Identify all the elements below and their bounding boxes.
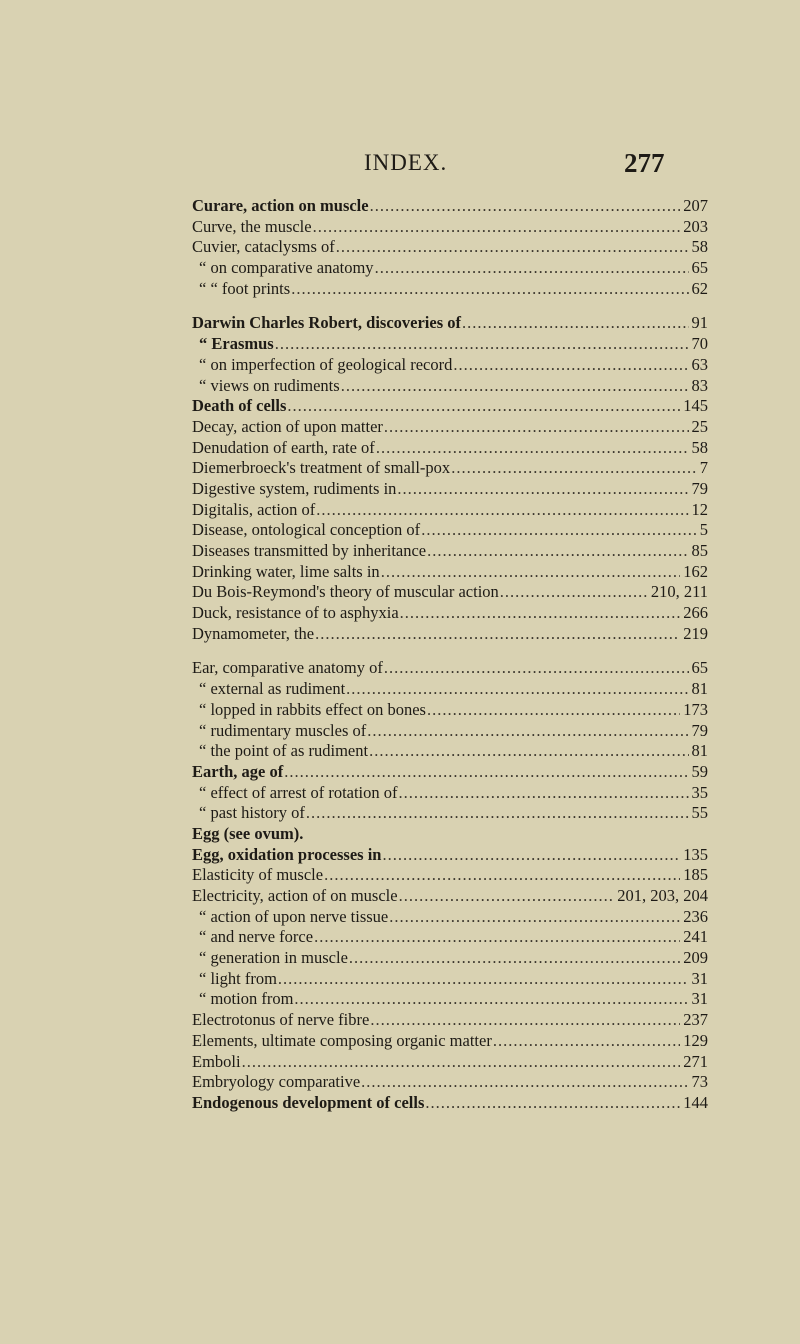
entry-text: “ on comparative anatomy [199,258,374,278]
entry-text: “ external as rudiment [199,679,346,699]
index-entry [192,1010,708,1031]
dot-leader [400,603,681,624]
dot-leader [493,1031,680,1052]
dot-leader [313,217,681,238]
entry-page: 59 [691,761,708,781]
entry-text: Digestive system, rudiments in [192,478,397,498]
entry-text: Death of cells [192,396,287,416]
index-entry [192,217,708,238]
entry-text: “ on imperfection of geological record [199,354,453,374]
dot-leader [278,969,689,990]
entry-page: 55 [691,803,708,823]
entry-text: Curare, action on muscle [192,196,369,215]
entry-text: Decay, action of upon matter [192,416,383,436]
entry-text: Duck, resistance of to asphyxia [192,603,399,623]
index-entry [192,865,708,886]
entry-text: Disease, ontological conception of [192,520,421,540]
dot-leader [399,783,689,804]
dot-leader [291,279,688,300]
entry-page: 35 [691,782,708,802]
entry-text: Diemerbroeck's treatment of small-pox [192,458,451,478]
entry-page: 70 [691,334,708,354]
index-entry [192,334,708,355]
entry-text: Elements, ultimate composing organic matter [192,1030,492,1050]
dot-leader [384,658,689,679]
entry-page: 91 [691,313,708,333]
entry-text: Du Bois-Reymond's theory of muscular action [192,582,499,602]
entry-text: Ear, comparative anatomy of [192,658,383,678]
dot-leader [421,520,697,541]
index-entry [192,1031,708,1052]
entry-text: Digitalis, action of [192,499,316,519]
dot-leader [316,500,688,521]
entry-text: Earth, age of [192,761,284,781]
dot-leader [375,258,689,279]
dot-leader [294,989,688,1010]
index-list [192,196,708,1114]
index-entry [192,700,708,721]
page-header [0,146,800,182]
entry-page: 73 [691,1072,708,1092]
entry-text: “ “ foot prints [199,278,291,298]
entry-text: “ effect of arrest of rotation of [199,782,398,802]
entry-text: Emboli [192,1051,241,1071]
dot-leader [376,438,689,459]
index-entry [192,741,708,762]
entry-text: Egg, oxidation processes in [192,844,382,864]
entry-text: Drinking water, lime salts in [192,561,380,581]
dot-leader [384,417,689,438]
dot-leader [361,1072,688,1093]
index-entry [192,237,708,258]
entry-page: 236 [683,906,708,926]
index-entry [192,679,708,700]
index-entry [192,948,708,969]
entry-text: “ lopped in rabbits effect on bones [199,699,426,719]
entry-page: 62 [691,278,708,298]
index-entry [192,989,708,1010]
dot-leader [306,803,689,824]
dot-leader [369,741,688,762]
dot-leader [370,196,681,217]
dot-leader [314,927,680,948]
dot-leader [427,541,688,562]
index-entry [192,500,708,521]
index-group [192,658,708,1113]
entry-page: 129 [683,1030,708,1050]
index-group [192,196,708,299]
entry-page: 65 [691,658,708,678]
entry-text: Darwin Charles Robert, discoveries of [192,313,461,333]
entry-page: 65 [691,258,708,278]
entry-page: 237 [683,1010,708,1030]
dot-leader [275,334,689,355]
entry-text: “ and nerve force [199,927,314,947]
index-entry [192,927,708,948]
entry-page: 83 [691,375,708,395]
index-entry [192,907,708,928]
entry-page: 219 [683,623,708,643]
dot-leader [389,907,680,928]
index-entry [192,417,708,438]
index-entry [192,624,708,645]
dot-leader [370,1010,680,1031]
entry-page: 25 [691,416,708,436]
index-entry [192,520,708,541]
index-entry [192,582,708,603]
entry-page: 209 [683,948,708,968]
index-entry [192,438,708,459]
entry-page: 58 [691,237,708,257]
entry-page: 58 [691,437,708,457]
entry-page: 271 [683,1051,708,1071]
index-entry [192,376,708,397]
entry-page: 81 [691,741,708,761]
entry-page: 31 [691,989,708,1009]
entry-text: “ motion from [199,989,294,1009]
index-entry [192,803,708,824]
entry-page: 162 [683,561,708,581]
dot-leader [381,562,681,583]
entry-text: Dynamometer, the [192,623,315,643]
dot-leader [451,458,697,479]
index-group [192,313,708,644]
entry-text: Curve, the muscle [192,216,312,236]
entry-text: Egg (see ovum). [192,823,304,843]
index-entry [192,355,708,376]
dot-leader [500,582,648,603]
entry-text: Electricity, action of on muscle [192,886,398,905]
index-entry [192,824,708,845]
entry-page: 5 [699,520,708,540]
index-entry [192,541,708,562]
index-entry [192,886,708,907]
index-entry [192,1093,708,1114]
entry-page: 135 [683,844,708,864]
dot-leader [284,762,688,783]
entry-page: 85 [691,541,708,560]
dot-leader [336,237,689,258]
entry-page: 266 [683,603,708,623]
entry-page: 31 [691,968,708,988]
index-entry [192,762,708,783]
running-title: INDEX. [364,150,448,175]
dot-leader [349,948,680,969]
entry-page: 203 [683,216,708,236]
entry-page: 207 [683,196,708,215]
entry-text: “ past history of [199,803,305,823]
dot-leader [397,479,688,500]
entry-text: “ the point of as rudiment [199,741,369,761]
dot-leader [399,886,615,907]
dot-leader [242,1052,681,1073]
index-entry [192,845,708,866]
entry-page: 79 [691,720,708,740]
entry-page: 81 [691,679,708,699]
entry-text: Cuvier, cataclysms of [192,237,335,257]
entry-text: Endogenous development of cells [192,1092,425,1112]
dot-leader [346,679,688,700]
entry-text: “ generation in muscle [199,948,348,968]
index-entry [192,313,708,334]
entry-page: 79 [691,478,708,498]
dot-leader [315,624,680,645]
index-entry [192,658,708,679]
dot-leader [324,865,680,886]
index-entry [192,458,708,479]
index-entry [192,196,708,217]
entry-text: Diseases transmitted by inheritance [192,541,427,560]
index-entry [192,258,708,279]
entry-page: 63 [691,354,708,374]
entry-text: “ rudimentary muscles of [199,720,367,740]
entry-text: “ light from [199,968,277,988]
index-entry [192,479,708,500]
index-entry [192,969,708,990]
entry-text: “ Erasmus [199,334,274,354]
index-entry [192,603,708,624]
index-entry [192,1052,708,1073]
dot-leader [382,845,680,866]
dot-leader [453,355,688,376]
entry-page: 144 [683,1092,708,1112]
index-entry [192,279,708,300]
dot-leader [341,376,689,397]
entry-text: “ views on rudiments [199,375,340,395]
dot-leader [287,396,680,417]
dot-leader [367,721,688,742]
entry-text: Denudation of earth, rate of [192,437,375,457]
entry-text: Electrotonus of nerve fibre [192,1010,370,1030]
entry-page: 210, 211 [650,582,708,602]
index-entry [192,721,708,742]
index-entry [192,562,708,583]
entry-page: 185 [683,865,708,885]
index-entry [192,1072,708,1093]
page-number: 277 [624,148,665,178]
entry-page: 241 [683,927,708,947]
index-entry [192,396,708,417]
dot-leader [425,1093,680,1114]
index-entry [192,783,708,804]
dot-leader [427,700,680,721]
entry-page: 7 [699,458,708,478]
entry-page: 201, 203, 204 [617,886,708,905]
entry-text: “ action of upon nerve tissue [199,906,389,926]
dot-leader [462,313,689,334]
entry-page: 173 [683,699,708,719]
entry-text: Embryology comparative [192,1072,361,1092]
entry-text: Elasticity of muscle [192,865,324,885]
entry-page: 145 [683,396,708,416]
entry-page: 12 [691,499,708,519]
